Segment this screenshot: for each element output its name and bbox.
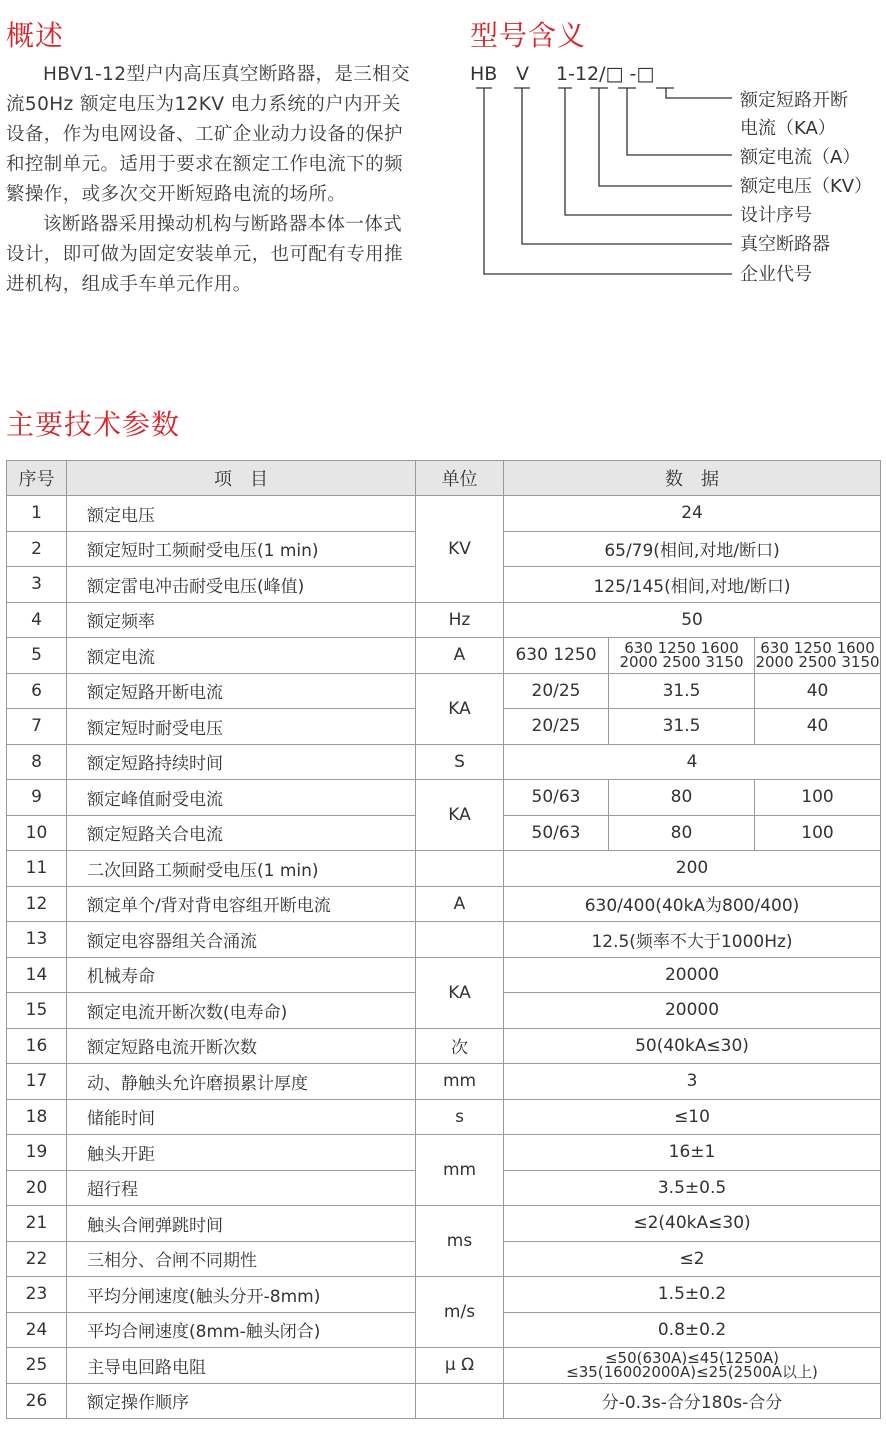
row-data: ≤2(40kA≤30) bbox=[504, 1206, 881, 1242]
row-data-line: 630 1250 1600 bbox=[760, 639, 875, 658]
table-row bbox=[7, 673, 881, 709]
row-item: 主导电回路电阻 bbox=[67, 1348, 416, 1384]
row-item: 超行程 bbox=[67, 1170, 416, 1206]
leader-lines bbox=[476, 88, 732, 274]
row-no: 2 bbox=[7, 531, 67, 567]
label-breaking-current: 额定短路开断 bbox=[740, 90, 848, 111]
row-item: 额定频率 bbox=[67, 602, 416, 638]
row-data-line: 2000 2500 3150 bbox=[755, 653, 880, 672]
row-no: 8 bbox=[7, 744, 67, 780]
row-no: 12 bbox=[7, 886, 67, 922]
row-data: 31.5 bbox=[609, 709, 755, 745]
row-item: 触头合闸弹跳时间 bbox=[67, 1206, 416, 1242]
row-unit: mm bbox=[416, 1064, 504, 1100]
table-row bbox=[7, 922, 881, 958]
row-unit: KA bbox=[416, 957, 504, 1028]
row-no: 3 bbox=[7, 567, 67, 603]
row-unit: KA bbox=[416, 673, 504, 744]
row-no: 20 bbox=[7, 1170, 67, 1206]
row-unit: ms bbox=[416, 1206, 504, 1277]
model-title: 型号含义 bbox=[470, 19, 587, 52]
row-no: 11 bbox=[7, 851, 67, 887]
row-data: 80 bbox=[609, 815, 755, 851]
row-no: 7 bbox=[7, 709, 67, 745]
row-data-two-line bbox=[755, 638, 881, 674]
table-row bbox=[7, 851, 881, 887]
row-unit: KA bbox=[416, 780, 504, 851]
row-no: 24 bbox=[7, 1312, 67, 1348]
row-data: 12.5(频率不大于1000Hz) bbox=[504, 922, 881, 958]
table-row bbox=[7, 1099, 881, 1135]
header-data: 数 据 bbox=[504, 461, 881, 496]
row-no: 4 bbox=[7, 602, 67, 638]
row-item: 额定短路电流开断次数 bbox=[67, 1028, 416, 1064]
code-part-v: V bbox=[516, 63, 529, 85]
row-item: 额定短路持续时间 bbox=[67, 744, 416, 780]
row-item: 额定短时耐受电压 bbox=[67, 709, 416, 745]
row-item: 三相分、合闸不同期性 bbox=[67, 1241, 416, 1277]
row-data-line: 2000 2500 3150 bbox=[619, 653, 744, 672]
header-unit: 单位 bbox=[416, 461, 504, 496]
row-item: 额定峰值耐受电流 bbox=[67, 780, 416, 816]
label-company-code: 企业代号 bbox=[740, 264, 812, 285]
row-no: 16 bbox=[7, 1028, 67, 1064]
row-data: 分-0.3s-合分180s-合分 bbox=[504, 1383, 881, 1419]
row-data: 80 bbox=[609, 780, 755, 816]
row-no: 15 bbox=[7, 993, 67, 1029]
table-header-row bbox=[7, 461, 881, 496]
table-row bbox=[7, 1277, 881, 1313]
table-row bbox=[7, 1028, 881, 1064]
row-unit: m/s bbox=[416, 1277, 504, 1348]
params-title: 主要技术参数 bbox=[6, 408, 181, 441]
row-data: 100 bbox=[755, 815, 881, 851]
row-no: 13 bbox=[7, 922, 67, 958]
label-design-serial: 设计序号 bbox=[740, 205, 812, 226]
row-no: 1 bbox=[7, 496, 67, 532]
row-data: 125/145(相间,对地/断口) bbox=[504, 567, 881, 603]
row-item: 额定电流 bbox=[67, 638, 416, 674]
row-no: 6 bbox=[7, 673, 67, 709]
code-part-rating: 1-12/□ -□ bbox=[556, 63, 655, 85]
row-data-line: ≤50(630A)≤45(1250A) bbox=[604, 1349, 780, 1368]
row-data: 20000 bbox=[504, 993, 881, 1029]
row-item: 额定雷电冲击耐受电压(峰值) bbox=[67, 567, 416, 603]
row-unit: μ Ω bbox=[416, 1348, 504, 1384]
table-row bbox=[7, 1206, 881, 1242]
overview-paragraph-2: 该断路器采用操动机构与断路器本体一体式设计，即可做为固定安装单元，也可配有专用推进机构，组成手车单元作用。 bbox=[6, 214, 403, 295]
row-data: 20/25 bbox=[504, 709, 609, 745]
row-data: 100 bbox=[755, 780, 881, 816]
row-item: 储能时间 bbox=[67, 1099, 416, 1135]
row-data: 50/63 bbox=[504, 815, 609, 851]
row-no: 22 bbox=[7, 1241, 67, 1277]
table-row bbox=[7, 1348, 881, 1384]
row-item: 动、静触头允许磨损累计厚度 bbox=[67, 1064, 416, 1100]
row-unit: Hz bbox=[416, 602, 504, 638]
label-breaking-current-unit: 电流（KA） bbox=[740, 118, 836, 139]
row-item: 额定操作顺序 bbox=[67, 1383, 416, 1419]
row-item: 额定单个/背对背电容组开断电流 bbox=[67, 886, 416, 922]
row-data-two-line bbox=[609, 638, 755, 674]
table-row bbox=[7, 744, 881, 780]
row-unit bbox=[416, 1383, 504, 1419]
row-no: 26 bbox=[7, 1383, 67, 1419]
row-data: 24 bbox=[504, 496, 881, 532]
table-row bbox=[7, 638, 881, 674]
row-unit bbox=[416, 922, 504, 958]
row-data: 50/63 bbox=[504, 780, 609, 816]
row-no: 25 bbox=[7, 1348, 67, 1384]
row-item: 额定短路关合电流 bbox=[67, 815, 416, 851]
row-data: 50(40kA≤30) bbox=[504, 1028, 881, 1064]
table-row bbox=[7, 780, 881, 816]
overview-text bbox=[6, 60, 416, 300]
table-row bbox=[7, 496, 881, 532]
row-unit: s bbox=[416, 1099, 504, 1135]
table-row bbox=[7, 1135, 881, 1171]
row-no: 9 bbox=[7, 780, 67, 816]
row-item: 二次回路工频耐受电压(1 min) bbox=[67, 851, 416, 887]
row-data: 3.5±0.5 bbox=[504, 1170, 881, 1206]
row-data: 16±1 bbox=[504, 1135, 881, 1171]
label-rated-current: 额定电流（A） bbox=[740, 147, 861, 168]
row-unit bbox=[416, 851, 504, 887]
row-data-line: ≤35(16002000A)≤25(2500A以上) bbox=[566, 1363, 818, 1382]
row-data-line: 630 1250 1600 bbox=[624, 639, 739, 658]
header-no: 序号 bbox=[7, 461, 67, 496]
technical-parameters-table bbox=[6, 460, 881, 1419]
row-unit: S bbox=[416, 744, 504, 780]
row-data: 40 bbox=[755, 673, 881, 709]
table-row bbox=[7, 1064, 881, 1100]
row-unit: A bbox=[416, 638, 504, 674]
row-no: 19 bbox=[7, 1135, 67, 1171]
header-item: 项 目 bbox=[67, 461, 416, 496]
row-item: 额定电容器组关合涌流 bbox=[67, 922, 416, 958]
row-data: 630/400(40kA为800/400) bbox=[504, 886, 881, 922]
table-row bbox=[7, 1383, 881, 1419]
table-row bbox=[7, 602, 881, 638]
row-unit: KV bbox=[416, 496, 504, 603]
row-unit: 次 bbox=[416, 1028, 504, 1064]
table-row bbox=[7, 957, 881, 993]
row-item: 额定短时工频耐受电压(1 min) bbox=[67, 531, 416, 567]
row-data: ≤2 bbox=[504, 1241, 881, 1277]
row-data: 630 1250 bbox=[504, 638, 609, 674]
row-data: 31.5 bbox=[609, 673, 755, 709]
row-data: 20/25 bbox=[504, 673, 609, 709]
row-data: 50 bbox=[504, 602, 881, 638]
row-data: 0.8±0.2 bbox=[504, 1312, 881, 1348]
row-item: 平均合闸速度(8mm-触头闭合) bbox=[67, 1312, 416, 1348]
row-no: 14 bbox=[7, 957, 67, 993]
row-data: 1.5±0.2 bbox=[504, 1277, 881, 1313]
row-data: 40 bbox=[755, 709, 881, 745]
row-unit: A bbox=[416, 886, 504, 922]
row-item: 触头开距 bbox=[67, 1135, 416, 1171]
row-unit: mm bbox=[416, 1135, 504, 1206]
code-part-hb: HB bbox=[470, 63, 498, 85]
row-data: 4 bbox=[504, 744, 881, 780]
model-meaning-diagram bbox=[470, 58, 886, 298]
row-no: 18 bbox=[7, 1099, 67, 1135]
row-data: ≤10 bbox=[504, 1099, 881, 1135]
row-data: 20000 bbox=[504, 957, 881, 993]
row-item: 平均分闸速度(触头分开-8mm) bbox=[67, 1277, 416, 1313]
row-no: 10 bbox=[7, 815, 67, 851]
row-no: 17 bbox=[7, 1064, 67, 1100]
overview-paragraph-1: HBV1-12型户内高压真空断路器，是三相交流50Hz 额定电压为12KV 电力系统的户内开关设备，作为电网设备、工矿企业动力设备的保护和控制单元。适用于要求在额定工作电流下的频繁操作，或多次交开断短路电流的场所。 bbox=[6, 64, 410, 205]
label-vacuum-breaker: 真空断路器 bbox=[740, 234, 830, 255]
row-data: 3 bbox=[504, 1064, 881, 1100]
row-item: 额定电压 bbox=[67, 496, 416, 532]
table-row bbox=[7, 886, 881, 922]
label-rated-voltage: 额定电压（KV） bbox=[740, 176, 873, 197]
row-no: 21 bbox=[7, 1206, 67, 1242]
row-item: 额定短路开断电流 bbox=[67, 673, 416, 709]
row-data: 200 bbox=[504, 851, 881, 887]
row-data: 65/79(相间,对地/断口) bbox=[504, 531, 881, 567]
row-no: 23 bbox=[7, 1277, 67, 1313]
overview-title: 概述 bbox=[6, 19, 65, 52]
row-item: 机械寿命 bbox=[67, 957, 416, 993]
row-no: 5 bbox=[7, 638, 67, 674]
row-item: 额定电流开断次数(电寿命) bbox=[67, 993, 416, 1029]
row-data-two-line bbox=[504, 1348, 881, 1384]
